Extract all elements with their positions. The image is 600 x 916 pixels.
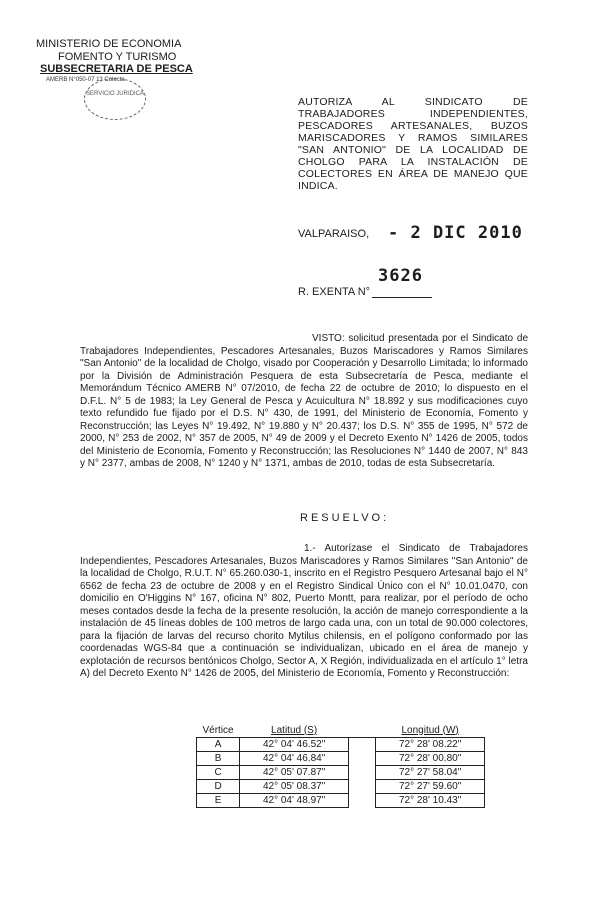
table-header-row: [197, 724, 485, 738]
header-longitud: Longitud (W): [376, 724, 485, 738]
longitude-cell: 72° 28' 08.22": [376, 738, 485, 752]
visto-paragraph: VISTO: solicitud presentada por el Sindicato de Trabajadores Independientes, Pescadores Artesanales, Buzos Mariscadores y Ramos Similares "San Antonio" de la localidad de Cholgo, visado por Cooperación y Desarrollo Limitada; lo informado por la División de Administración Pesquera de esta Subsecretaría de Pesca, mediante el Memorándum Técnico AMERB N° 07/2010, de fecha 22 de octubre de 2010; lo dispuesto en el D.F.L. N° 5 de 1983; la Ley General de Pesca y Acuicultura N° 18.892 y sus modificaciones cuyo texto refundido fue fijado por el D.S. N° 430, de 1991, del Ministerio de Economía, Fomento y Reconstrucción; las Leyes N° 19.492, N° 19.880 y N° 20.437; los D.S. N° 355 de 1995, N° 572 de 2000, N° 253 de 2002, N° 357 de 2005, N° 49 de 2009 y el Decreto Exento N° 1426 de 2005, todos del Ministerio de Economía, Fomento y Reconstrucción; las Resoluciones N° 1440 de 2007, N° 843 y N° 2377, ambas de 2008, N° 1240 y N° 1371, ambas de 2010, todas de esta Subsecretaría.: [80, 333, 528, 469]
resuelvo-heading: RESUELVO:: [300, 512, 390, 524]
resolution-number: 3626: [378, 266, 423, 286]
table-row: [197, 738, 485, 752]
gap-cell: [349, 780, 376, 794]
header-vertice: Vértice: [197, 724, 240, 738]
longitude-cell: 72° 27' 59.60": [376, 780, 485, 794]
vertex-cell: D: [197, 780, 240, 794]
longitude-cell: 72° 28' 10.43": [376, 794, 485, 808]
header-gap: [349, 724, 376, 738]
latitude-cell: 42° 05' 07.87": [240, 766, 349, 780]
gap-cell: [349, 794, 376, 808]
subject-block: AUTORIZA AL SINDICATO DE TRABAJADORES INDEPENDIENTES, PESCADORES ARTESANALES, BUZOS MARISCADORES Y RAMOS SIMILARES "SAN ANTONIO" DE LA LOCALIDAD DE CHOLGO PARA LA INSTALACIÓN DE COLECTORES EN ÁREA DE MANEJO QUE INDICA.: [298, 96, 528, 192]
table-row: [197, 794, 485, 808]
latitude-cell: 42° 04' 46.84": [240, 752, 349, 766]
longitude-cell: 72° 28' 00.80": [376, 752, 485, 766]
place-label: VALPARAISO,: [298, 228, 370, 240]
subsecretaria-name: SUBSECRETARIA DE PESCA: [40, 63, 193, 75]
gap-cell: [349, 766, 376, 780]
table-row: [197, 766, 485, 780]
latitude-cell: 42° 04' 48.97": [240, 794, 349, 808]
latitude-cell: 42° 05' 08.37": [240, 780, 349, 794]
coordinates-table: [196, 724, 485, 808]
date-stamp: - 2 DIC 2010: [388, 223, 523, 243]
header-latitud: Latitud (S): [240, 724, 349, 738]
gap-cell: [349, 738, 376, 752]
latitude-cell: 42° 04' 46.52": [240, 738, 349, 752]
stamp-text: SERVICIO JURIDICA: [86, 91, 144, 97]
official-stamp: [84, 78, 146, 120]
table-row: [197, 780, 485, 794]
vertex-cell: E: [197, 794, 240, 808]
ministry-subtitle: FOMENTO Y TURISMO: [58, 50, 177, 63]
gap-cell: [349, 752, 376, 766]
letterhead: [36, 38, 226, 84]
resolution-label: R. EXENTA N°: [298, 286, 371, 298]
article-1-paragraph: 1.- Autorízase el Sindicato de Trabajadores Independientes, Pescadores Artesanales, Buzos Mariscadores y Ramos Similares "San Antonio" de la localidad de Cholgo, R.U.T. N° 65.260.030-1, inscrito en el Registro Pesquero Artesanal bajo el N° 6562 de fecha 23 de octubre de 2008 y en el Registro Sindical Único con el N° 10.01.0470, con domicilio en O'Higgins N° 167, oficina N° 802, Puerto Montt, para realizar, por el período de ocho meses contados desde la fecha de la presente resolución, la acción de manejo correspondiente a la instalación de 45 líneas dobles de 100 metros de largo cada una, con un total de 90.000 colectores, para la fijación de larvas del recurso chorito Mytilus chilensis, en el polígono conformado por las coordenadas WGS-84 que a continuación se individualizan, ubicado en el área de manejo y explotación de recursos bentónicos Cholgo, Sector A, X Región, individualizada en el artículo 1° letra A) del Decreto Exento N° 1426 de 2005, del Ministerio de Economía, Fomento y Reconstrucción:: [80, 543, 528, 679]
longitude-cell: 72° 27' 58.04": [376, 766, 485, 780]
table-row: [197, 752, 485, 766]
vertex-cell: A: [197, 738, 240, 752]
file-reference: AMERB N°050-07 13 Colecta: [46, 76, 125, 83]
resolution-underline: [372, 297, 432, 298]
vertex-cell: B: [197, 752, 240, 766]
vertex-cell: C: [197, 766, 240, 780]
ministry-name: MINISTERIO DE ECONOMIA: [36, 38, 182, 50]
resolution-label-row: [298, 286, 432, 298]
